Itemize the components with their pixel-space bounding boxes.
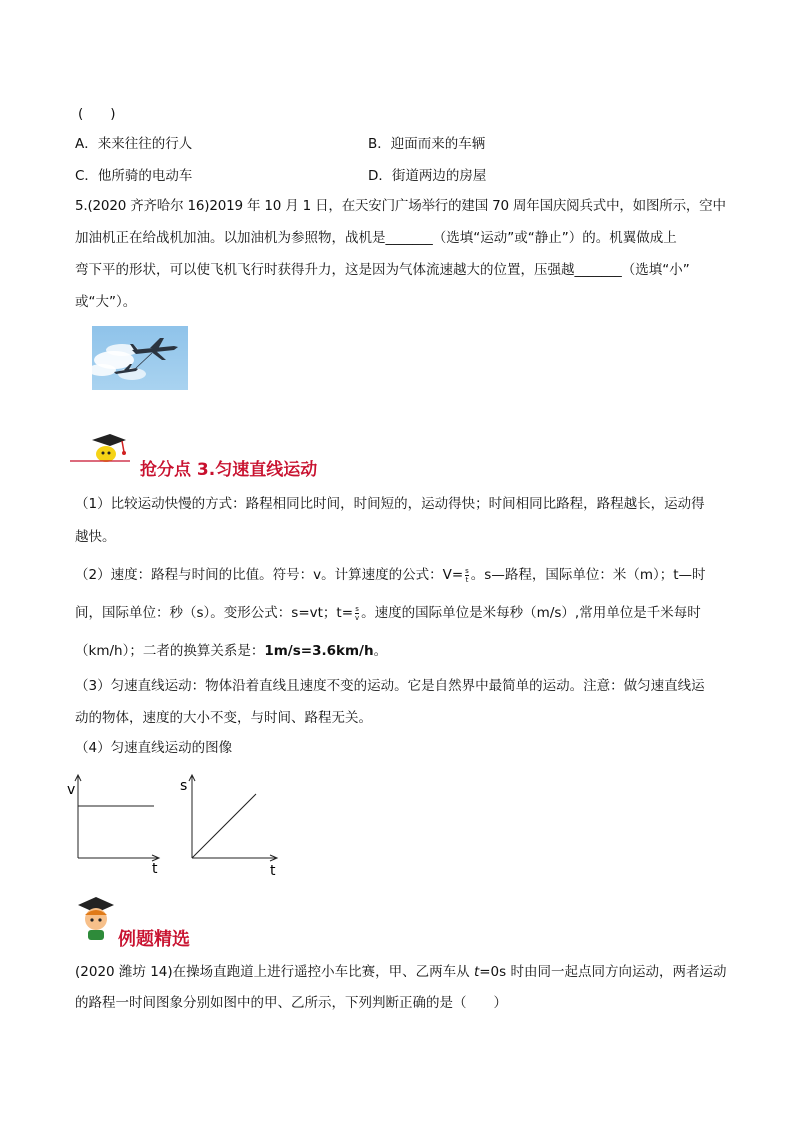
q4-option-b: B．迎面而来的车辆	[368, 136, 486, 152]
fraction-numerator: s	[355, 604, 359, 613]
q5-line-4: 或“大”）。	[75, 294, 137, 310]
conversion-text-end: 。	[373, 643, 388, 659]
time-variable: t	[473, 964, 480, 980]
fraction-numerator: s	[465, 566, 469, 575]
q4-option-a: A．来来往往的行人	[75, 136, 193, 152]
speed-formula-fraction	[465, 567, 469, 584]
section-3-heading: 抢分点 3.匀速直线运动	[140, 460, 318, 480]
refueling-aircraft-image	[92, 326, 188, 390]
units-text-cont: 。速度的国际单位是米每秒（m/s）,常用单位是千米每时	[361, 605, 701, 621]
scholar-cap-mascot-icon	[70, 428, 150, 468]
q5-line-3: 弯下平的形状，可以使飞机飞行时获得升力，这是因为气体流速越大的位置，压强越_______（选填“小”	[75, 262, 690, 278]
velocity-time-graph	[64, 772, 174, 878]
section3-point-2-line-3	[75, 641, 387, 661]
fraction-denominator: v	[355, 613, 360, 622]
speed-definition-text: （2）速度：路程与时间的比值。符号：v。计算速度的公式：V=	[75, 567, 464, 583]
q5-line-2: 加油机正在给战机加油。以加油机为参照物，战机是_______（选填“运动”或“静止”）的。机翼做成上	[75, 230, 677, 246]
q5-line-1: 5.(2020 齐齐哈尔 16)2019 年 10 月 1 日，在天安门广场举行的建国 70 周年国庆阅兵式中，如图所示，空中	[75, 198, 726, 214]
s-axis-label: s	[180, 778, 188, 794]
q4-answer-paren: ( )	[78, 106, 116, 122]
section3-point-1-line-2: 越快。	[75, 529, 116, 545]
section3-point-3-line-2: 动的物体，速度的大小不变，与时间、路程无关。	[75, 710, 372, 726]
speed-definition-text-cont: 。s—路程，国际单位：米（m）；t—时	[470, 567, 706, 583]
section3-point-1-line-1: （1）比较运动快慢的方式：路程相同比时间，时间短的，运动得快；时间相同比路程，路程越长，运动得	[75, 496, 705, 512]
linear-distance-line	[192, 794, 256, 858]
conversion-text: （km/h）；二者的换算关系是：	[75, 643, 265, 659]
t-axis-label: t	[152, 861, 158, 877]
fraction-denominator: t	[465, 575, 469, 584]
q4-option-d: D．街道两边的房屋	[368, 168, 487, 184]
section3-point-2-line-1	[75, 565, 706, 585]
t-axis-label: t	[270, 863, 276, 878]
example-heading: 例题精选	[118, 929, 190, 950]
conversion-formula: 1m/s=3.6km/h	[264, 643, 374, 659]
example-question-line-2: 的路程一时间图象分别如图中的甲、乙所示，下列判断正确的是（ ）	[75, 995, 507, 1011]
example-question-text-cont: =0s 时由同一起点同方向运动，两者运动	[479, 964, 727, 980]
v-axis-label: v	[67, 782, 76, 798]
units-text: 间，国际单位：秒（s）。变形公式：s=vt；t=	[75, 605, 354, 621]
example-question-line-1	[75, 962, 726, 982]
q4-option-c: C．他所骑的电动车	[75, 168, 193, 184]
example-question-text: (2020 潍坊 14)在操场直跑道上进行遥控小车比赛，甲、乙两车从	[75, 964, 474, 980]
time-formula-fraction	[355, 605, 359, 622]
section3-point-4: （4）匀速直线运动的图像	[75, 740, 233, 756]
aircraft-illustration	[92, 326, 188, 390]
section3-point-3-line-1: （3）匀速直线运动：物体沿着直线且速度不变的运动。它是自然界中最简单的运动。注意：做匀速直线运	[75, 678, 705, 694]
distance-time-graph	[178, 772, 288, 878]
section3-point-2-line-2	[75, 603, 701, 623]
